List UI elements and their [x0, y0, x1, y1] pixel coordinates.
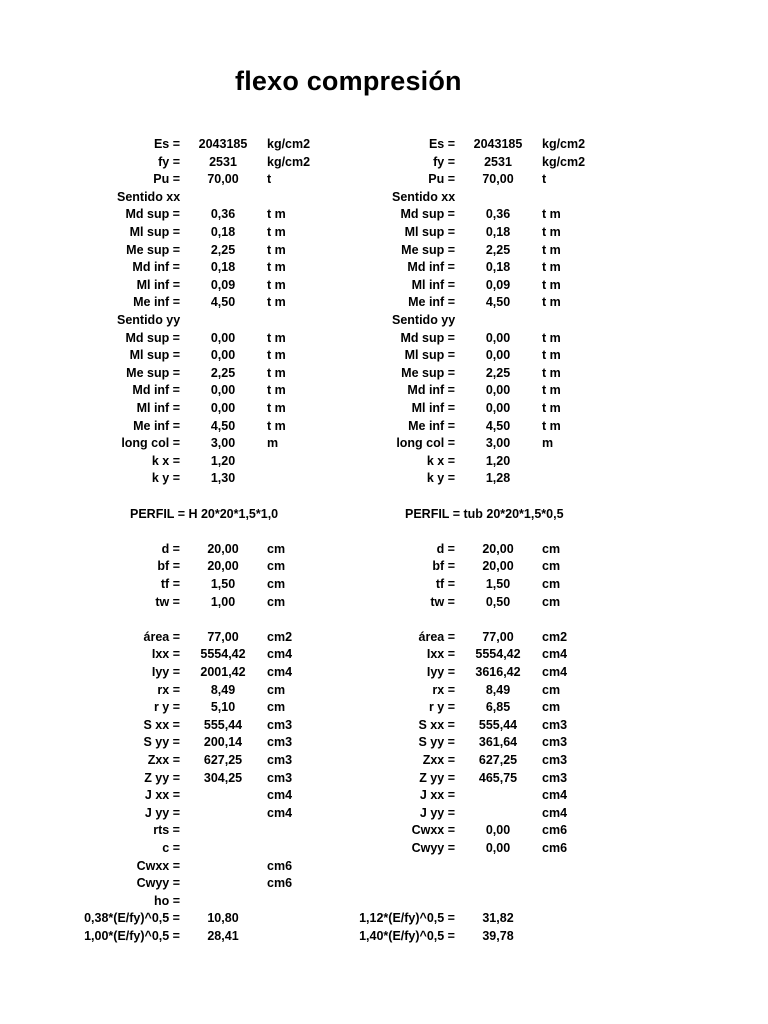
row-label: fy =	[158, 154, 180, 169]
row-value: 0,18	[485, 225, 511, 239]
row-label: Md sup =	[400, 207, 455, 222]
row-value: 0,00	[485, 348, 511, 363]
row-value: 8,49	[210, 682, 236, 697]
data-row	[275, 840, 659, 858]
row-label: área =	[143, 629, 180, 644]
row-unit: cm6	[267, 858, 293, 873]
row-value: 0,00	[485, 383, 511, 398]
row-value: 20,00	[482, 541, 514, 556]
row-unit: cm3	[267, 717, 293, 732]
row-unit: cm4	[267, 647, 293, 662]
data-row	[275, 470, 659, 488]
row-unit: cm4	[267, 665, 293, 679]
row-label: Ml sup =	[404, 225, 455, 239]
row-unit: t m	[267, 260, 286, 275]
row-unit: cm4	[542, 805, 568, 820]
row-unit: t m	[542, 242, 561, 257]
row-value: 0,00	[485, 330, 511, 345]
row-unit: t m	[267, 348, 286, 363]
row-value: 361,64	[478, 735, 518, 750]
row-value: 70,00	[207, 172, 239, 187]
row-label: k x =	[426, 453, 455, 468]
row-value: 20,00	[207, 559, 239, 574]
row-unit: t m	[542, 365, 561, 380]
data-row	[275, 752, 659, 770]
row-label: Z yy =	[419, 770, 455, 785]
row-label: Pu =	[428, 172, 455, 187]
row-label: S xx =	[418, 717, 455, 732]
row-value: 0,18	[485, 260, 511, 275]
row-label: Md sup =	[125, 207, 180, 222]
data-row	[275, 400, 659, 418]
row-label: 1,40*(E/fy)^0,5 =	[359, 929, 455, 943]
data-row	[275, 682, 659, 700]
row-unit: cm2	[267, 629, 293, 644]
row-unit: t	[542, 172, 547, 187]
row-value: 1,50	[485, 577, 511, 591]
row-label: Zxx =	[422, 753, 455, 767]
data-row	[275, 418, 659, 436]
row-unit: cm	[267, 700, 286, 715]
row-value: 31,82	[482, 911, 514, 926]
row-value: 1,30	[210, 471, 236, 486]
row-value: 3,00	[485, 436, 511, 451]
row-unit: cm	[542, 559, 561, 574]
row-unit: cm2	[542, 629, 568, 644]
row-label: 0,38*(E/fy)^0,5 =	[84, 911, 180, 926]
row-label: Ixx =	[151, 647, 180, 662]
row-label: S yy =	[418, 735, 455, 750]
row-value: 555,44	[478, 717, 518, 732]
data-row	[275, 576, 659, 594]
row-unit: m	[542, 436, 554, 451]
row-label: k y =	[426, 471, 455, 486]
row-label: Md sup =	[400, 330, 455, 345]
data-row	[275, 787, 659, 805]
data-row	[275, 154, 659, 172]
row-unit: t m	[267, 277, 286, 292]
row-label: long col =	[121, 436, 180, 451]
row-unit: t m	[267, 330, 286, 345]
row-unit: t m	[542, 330, 561, 345]
row-unit: t m	[267, 225, 286, 239]
row-unit: cm	[267, 559, 286, 574]
data-row	[275, 594, 659, 612]
row-label: Ixx =	[426, 647, 455, 662]
row-label: Me sup =	[126, 242, 180, 257]
data-row	[275, 224, 659, 242]
row-value: 3,00	[210, 436, 236, 451]
data-row	[275, 136, 659, 154]
row-label: Md sup =	[125, 330, 180, 345]
row-unit: cm6	[542, 841, 568, 855]
row-unit: t m	[542, 225, 561, 239]
row-label: Ml inf =	[136, 277, 180, 292]
row-label: d =	[436, 541, 455, 556]
data-row	[275, 717, 659, 735]
row-label: k y =	[151, 471, 180, 486]
row-label: J xx =	[144, 788, 180, 803]
row-label: Me sup =	[401, 242, 455, 257]
data-row	[275, 277, 659, 295]
row-value: 1,28	[485, 471, 511, 486]
row-unit: cm3	[267, 753, 293, 767]
row-value: 5,10	[210, 700, 236, 715]
row-value: 4,50	[210, 418, 236, 433]
section-heading: Sentido yy	[392, 313, 456, 327]
row-label: Cwxx =	[411, 823, 455, 838]
row-label: J yy =	[144, 805, 180, 820]
row-value: 2531	[484, 154, 512, 169]
row-unit: cm4	[542, 788, 568, 803]
data-row	[275, 206, 659, 224]
row-label: c =	[162, 841, 180, 855]
row-unit: t m	[267, 242, 286, 257]
row-unit: kg/cm2	[542, 154, 586, 169]
row-label: r y =	[428, 700, 455, 715]
row-label: tw =	[430, 594, 455, 609]
row-unit: cm	[542, 594, 561, 609]
row-unit: cm	[542, 700, 561, 715]
row-label: Es =	[428, 137, 455, 151]
row-label: Ml inf =	[411, 401, 455, 415]
row-value: 4,50	[485, 418, 511, 433]
data-row	[275, 435, 659, 453]
row-value: 627,25	[478, 753, 518, 767]
row-unit: cm6	[267, 876, 293, 891]
right-column	[275, 136, 659, 956]
row-unit: cm3	[542, 717, 568, 732]
row-value: 2,25	[485, 242, 511, 257]
row-value: 0,09	[210, 277, 236, 292]
row-label: Ml sup =	[404, 348, 455, 363]
row-value: 4,50	[485, 295, 511, 310]
row-value: 1,00	[210, 594, 236, 609]
row-value: 627,25	[203, 753, 243, 767]
row-value: 2531	[209, 154, 237, 169]
row-label: 1,12*(E/fy)^0,5 =	[359, 911, 455, 926]
row-unit: t m	[267, 418, 286, 433]
row-label: Zxx =	[147, 753, 180, 767]
row-unit: kg/cm2	[267, 154, 311, 169]
row-unit: t	[267, 172, 272, 187]
row-label: Pu =	[153, 172, 180, 187]
row-unit: m	[267, 436, 279, 451]
data-row	[275, 699, 659, 717]
row-unit: cm	[267, 577, 286, 591]
row-label: Me sup =	[401, 365, 455, 380]
row-unit: kg/cm2	[267, 137, 311, 151]
row-value: 10,80	[207, 911, 239, 926]
row-label: rx =	[157, 682, 180, 697]
data-row	[275, 242, 659, 260]
row-label: r y =	[153, 700, 180, 715]
row-value: 200,14	[203, 735, 243, 750]
data-row	[275, 646, 659, 664]
row-unit: cm6	[542, 823, 568, 838]
row-unit: cm	[542, 577, 561, 591]
row-unit: cm4	[267, 805, 293, 820]
row-value: 0,18	[210, 260, 236, 275]
row-value: 0,50	[485, 594, 511, 609]
row-label: bf =	[432, 559, 455, 574]
row-label: Md inf =	[407, 383, 455, 398]
row-value: 1,20	[485, 453, 511, 468]
row-label: Cwxx =	[136, 858, 180, 873]
row-unit: t m	[267, 365, 286, 380]
data-row	[275, 453, 659, 471]
row-value: 77,00	[207, 629, 239, 644]
row-value: 4,50	[210, 295, 236, 310]
row-value: 2043185	[198, 137, 248, 151]
row-unit: t m	[542, 418, 561, 433]
data-row	[275, 294, 659, 312]
row-value: 555,44	[203, 717, 243, 732]
row-label: Iyy =	[426, 665, 455, 679]
row-value: 0,09	[485, 277, 511, 292]
row-unit: cm	[267, 541, 286, 556]
row-label: Ml sup =	[129, 225, 180, 239]
row-label: long col =	[396, 436, 455, 451]
data-row	[275, 259, 659, 277]
data-row	[275, 541, 659, 559]
row-value: 8,49	[485, 682, 511, 697]
row-value: 3616,42	[475, 665, 521, 679]
row-label: J xx =	[419, 788, 455, 803]
row-label: Md inf =	[132, 260, 180, 275]
data-row	[275, 171, 659, 189]
data-row	[275, 365, 659, 383]
row-label: ho =	[153, 893, 180, 908]
row-value: 304,25	[203, 770, 243, 785]
row-label: Iyy =	[151, 665, 180, 679]
row-unit: t m	[267, 295, 286, 310]
row-value: 0,00	[485, 401, 511, 415]
row-unit: cm	[542, 682, 561, 697]
row-label: fy =	[433, 154, 455, 169]
row-unit: t m	[542, 401, 561, 415]
row-unit: kg/cm2	[542, 137, 586, 151]
row-value: 0,00	[210, 401, 236, 415]
row-label: Cwyy =	[136, 876, 180, 891]
row-value: 1,20	[210, 453, 236, 468]
data-row	[275, 330, 659, 348]
row-value: 39,78	[482, 929, 514, 943]
section-heading: Sentido yy	[117, 313, 181, 327]
row-value: 70,00	[482, 172, 514, 187]
row-value: 0,36	[210, 207, 236, 222]
row-value: 0,36	[485, 207, 511, 222]
row-value: 2,25	[210, 365, 236, 380]
profile-label: PERFIL = tub 20*20*1,5*0,5	[405, 506, 564, 521]
row-label: Ml inf =	[411, 277, 455, 292]
row-unit: cm3	[542, 735, 568, 750]
row-value: 2,25	[210, 242, 236, 257]
row-label: rx =	[432, 682, 455, 697]
row-label: tw =	[155, 594, 180, 609]
row-label: 1,00*(E/fy)^0,5 =	[84, 929, 180, 943]
row-label: Ml inf =	[136, 401, 180, 415]
row-unit: cm3	[267, 770, 293, 785]
row-value: 0,00	[485, 841, 511, 855]
row-unit: cm3	[542, 753, 568, 767]
row-unit: t m	[542, 295, 561, 310]
row-value: 1,50	[210, 577, 236, 591]
row-label: rts =	[153, 823, 180, 838]
row-value: 0,00	[485, 823, 511, 838]
row-unit: t m	[542, 207, 561, 222]
row-value: 77,00	[482, 629, 514, 644]
data-row	[275, 805, 659, 823]
row-label: Me sup =	[126, 365, 180, 380]
row-label: S xx =	[143, 717, 180, 732]
row-unit: t m	[542, 260, 561, 275]
row-unit: cm4	[542, 647, 568, 662]
row-value: 2043185	[473, 137, 523, 151]
data-row	[275, 382, 659, 400]
row-label: S yy =	[143, 735, 180, 750]
data-row	[275, 734, 659, 752]
data-row	[275, 822, 659, 840]
row-unit: cm	[542, 541, 561, 556]
row-unit: t m	[542, 383, 561, 398]
row-unit: cm3	[267, 735, 293, 750]
row-label: Md inf =	[407, 260, 455, 275]
row-label: área =	[418, 629, 455, 644]
row-unit: cm	[267, 682, 286, 697]
row-value: 0,00	[210, 330, 236, 345]
row-value: 0,00	[210, 383, 236, 398]
row-value: 2,25	[485, 365, 511, 380]
row-unit: t m	[542, 348, 561, 363]
row-label: tf =	[160, 577, 180, 591]
row-unit: cm3	[542, 770, 568, 785]
row-label: d =	[161, 541, 180, 556]
data-row	[275, 558, 659, 576]
row-value: 465,75	[478, 770, 518, 785]
row-unit: t m	[267, 383, 286, 398]
row-value: 5554,42	[200, 647, 246, 662]
row-unit: cm	[267, 594, 286, 609]
data-row	[275, 928, 659, 946]
data-row	[275, 629, 659, 647]
row-value: 20,00	[482, 559, 514, 574]
row-label: J yy =	[419, 805, 455, 820]
row-label: Cwyy =	[411, 841, 455, 855]
row-unit: t m	[267, 401, 286, 415]
row-label: Me inf =	[408, 295, 455, 310]
section-heading: Sentido xx	[392, 189, 456, 204]
row-value: 6,85	[485, 700, 511, 715]
row-value: 0,18	[210, 225, 236, 239]
row-unit: cm4	[267, 788, 293, 803]
row-label: bf =	[157, 559, 180, 574]
row-label: Ml sup =	[129, 348, 180, 363]
row-value: 28,41	[207, 929, 239, 943]
row-value: 2001,42	[200, 665, 246, 679]
data-row	[275, 347, 659, 365]
profile-label: PERFIL = H 20*20*1,5*1,0	[130, 506, 279, 521]
row-unit: t m	[542, 277, 561, 292]
row-label: k x =	[151, 453, 180, 468]
row-label: Me inf =	[408, 418, 455, 433]
row-value: 0,00	[210, 348, 236, 363]
row-value: 20,00	[207, 541, 239, 556]
row-unit: cm4	[542, 665, 568, 679]
data-row	[275, 770, 659, 788]
row-label: Md inf =	[132, 383, 180, 398]
row-value: 5554,42	[475, 647, 521, 662]
page-title: flexo compresión	[235, 66, 462, 96]
data-row	[275, 910, 659, 928]
row-unit: t m	[267, 207, 286, 222]
row-label: Es =	[153, 137, 180, 151]
row-label: Me inf =	[133, 295, 180, 310]
row-label: tf =	[435, 577, 455, 591]
row-label: Me inf =	[133, 418, 180, 433]
data-row	[275, 664, 659, 682]
row-label: Z yy =	[144, 770, 180, 785]
section-heading: Sentido xx	[117, 189, 181, 204]
